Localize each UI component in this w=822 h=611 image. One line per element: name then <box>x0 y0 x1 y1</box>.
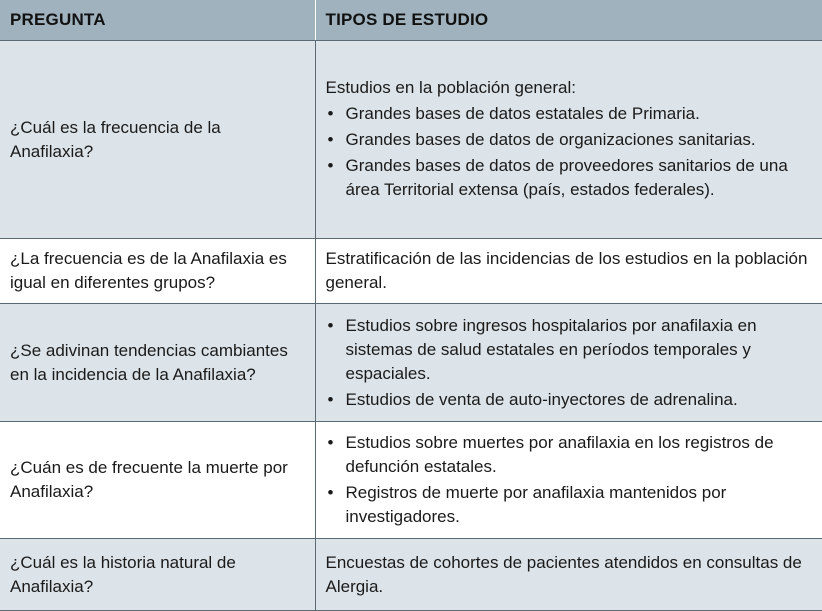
list-item: • Estudios sobre muertes por anafilaxia en los registros de defunción estatales. <box>326 431 813 479</box>
list-item: • Grandes bases de datos estatales de Primaria. <box>326 102 813 126</box>
study-types-cell <box>315 304 822 422</box>
table-row <box>0 239 822 304</box>
bullet-list <box>326 314 813 412</box>
intro-text: Estudios en la población general: <box>325 77 576 97</box>
table-row <box>0 304 822 422</box>
question-cell: ¿La frecuencia es de la Anafilaxia es igual en diferentes grupos? <box>0 239 315 304</box>
list-item: • Grandes bases de datos de proveedores sanitarios de una área Territorial extensa (país, estados federales). <box>326 154 813 202</box>
study-types-cell: Estratificación de las incidencias de los estudios en la población general. <box>315 239 822 304</box>
study-types-cell <box>315 422 822 539</box>
table-row <box>0 41 822 239</box>
study-types-cell <box>315 41 822 239</box>
study-types-cell: Encuestas de cohortes de pacientes atendidos en consultas de Alergia. <box>315 539 822 611</box>
header-pregunta: PREGUNTA <box>0 0 315 41</box>
list-item: • Estudios sobre ingresos hospitalarios por anafilaxia en sistemas de salud estatales en períodos temporales y espaciales. <box>326 314 813 386</box>
question-cell: ¿Cuán es de frecuente la muerte por Anafilaxia? <box>0 422 315 539</box>
list-item: • Estudios de venta de auto-inyectores de adrenalina. <box>326 388 813 412</box>
table-row <box>0 539 822 611</box>
question-cell: ¿Cuál es la frecuencia de la Anafilaxia? <box>0 41 315 239</box>
question-cell: ¿Cuál es la historia natural de Anafilaxia? <box>0 539 315 611</box>
table-row <box>0 422 822 539</box>
header-tipos-de-estudio: TIPOS DE ESTUDIO <box>315 0 822 41</box>
list-item: • Grandes bases de datos de organizaciones sanitarias. <box>326 128 813 152</box>
question-cell: ¿Se adivinan tendencias cambiantes en la incidencia de la Anafilaxia? <box>0 304 315 422</box>
list-item: • Registros de muerte por anafilaxia mantenidos por investigadores. <box>326 481 813 529</box>
bullet-list <box>326 431 813 529</box>
header-row <box>0 0 822 41</box>
bullet-list <box>326 102 813 202</box>
